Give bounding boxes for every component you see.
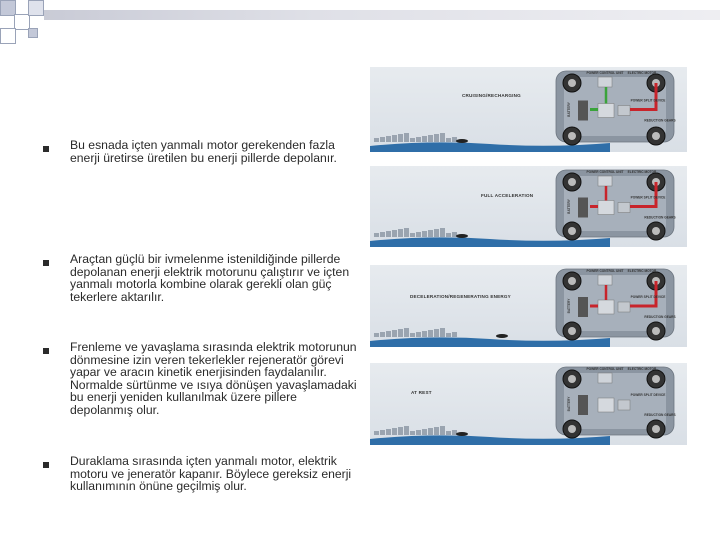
component-label-power-control-unit: POWER CONTROL UNIT	[586, 71, 624, 75]
engine-block	[598, 398, 614, 412]
power-control-unit	[598, 77, 612, 87]
small-car-icon	[456, 234, 468, 238]
bullet-marker	[43, 348, 49, 354]
bullet-text: Araçtan güçlü bir ivmelenme istenildiğinde pillerde depolanan enerji elektrik motorunu çalıştırır ve içten yanmalı motorla kombine olarak gerekli olan güç tekerlere aktarılır.	[70, 252, 350, 304]
power-control-unit	[598, 373, 612, 383]
battery-block	[578, 297, 588, 317]
engine-block	[598, 201, 614, 215]
diagram-at-rest	[370, 363, 687, 445]
component-label-reduction-gears: REDUCTION GEARS	[644, 413, 676, 417]
bullet-text: Duraklama sırasında içten yanmalı motor, elektrik motoru ve jeneratör kapanır. Böylece gereksiz enerji kullanımının önüne geçilmiş olur.	[70, 454, 352, 494]
component-label-power-split-device: POWER SPLIT DEVICE	[630, 195, 666, 200]
electric-motor-block	[618, 203, 630, 213]
hybrid-drivetrain-illustration	[370, 67, 687, 152]
small-car-icon	[496, 334, 508, 338]
component-label-electric-motor: ELECTRIC MOTOR	[627, 367, 657, 371]
component-label-electric-motor: ELECTRIC MOTOR	[627, 170, 657, 174]
component-label-power-split-device: POWER SPLIT DEVICE	[630, 98, 666, 103]
power-control-unit	[598, 275, 612, 285]
bullet-marker	[43, 260, 49, 266]
component-label-battery: BATTERY	[567, 102, 571, 117]
hybrid-drivetrain-illustration	[370, 363, 687, 445]
component-label-electric-motor: ELECTRIC MOTOR	[627, 71, 657, 75]
mode-label: CRUISING/RECHARGING	[462, 93, 521, 98]
diagram-deceleration	[370, 265, 687, 347]
component-label-power-control-unit: POWER CONTROL UNIT	[586, 367, 624, 371]
battery-block	[578, 198, 588, 218]
mode-label: DECELERATION/REGENERATING ENERGY	[410, 294, 511, 299]
small-car-icon	[456, 139, 468, 143]
component-label-power-control-unit: POWER CONTROL UNIT	[586, 170, 624, 174]
electric-motor-block	[618, 400, 630, 410]
bullet-marker	[43, 462, 49, 468]
component-label-electric-motor: ELECTRIC MOTOR	[627, 269, 657, 273]
bullet-text: Frenleme ve yavaşlama sırasında elektrik motorunun dönmesine izin veren tekerlekler rejeneratör görevi yapar ve aracın kinetik enerjisinden faydalanılır. Normalde sürtünme ve ısıya dönüşen yavaşlamadaki bu enerji yeniden kullanılmak üzere pillere depolanmış olur.	[70, 340, 357, 417]
power-control-unit	[598, 176, 612, 186]
component-label-power-split-device: POWER SPLIT DEVICE	[630, 295, 666, 299]
hybrid-drivetrain-illustration	[370, 166, 687, 247]
engine-block	[598, 104, 614, 118]
diagram-cruising	[370, 67, 687, 152]
hybrid-drivetrain-illustration	[370, 265, 687, 347]
component-label-reduction-gears: REDUCTION GEARS	[644, 315, 676, 319]
component-label-power-control-unit: POWER CONTROL UNIT	[586, 269, 624, 273]
electric-motor-block	[618, 302, 630, 312]
component-label-power-split-device: POWER SPLIT DEVICE	[630, 393, 666, 397]
small-car-icon	[456, 432, 468, 436]
component-label-battery: BATTERY	[567, 396, 571, 412]
mode-label: FULL ACCELERATION	[481, 193, 534, 198]
battery-block	[578, 101, 588, 121]
component-label-reduction-gears: REDUCTION GEARS	[644, 215, 676, 220]
header-bar	[44, 10, 720, 20]
battery-block	[578, 395, 588, 415]
component-label-reduction-gears: REDUCTION GEARS	[644, 118, 676, 123]
bullet-text: Bu esnada içten yanmalı motor gerekenden fazla enerji üretirse üretilen bu enerji pillerde depolanır.	[70, 138, 337, 165]
engine-block	[598, 300, 614, 314]
diagram-full-acceleration	[370, 166, 687, 247]
component-label-battery: BATTERY	[567, 298, 571, 314]
electric-motor-block	[618, 106, 630, 116]
component-label-battery: BATTERY	[567, 199, 571, 214]
mode-label: AT REST	[411, 390, 432, 395]
bullet-marker	[43, 146, 49, 152]
